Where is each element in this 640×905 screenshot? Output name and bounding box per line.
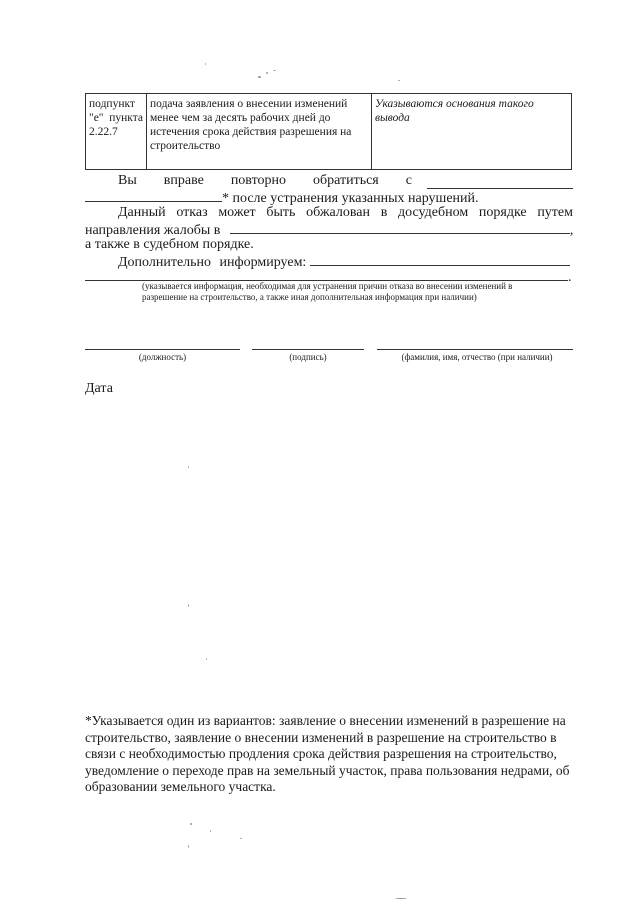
blank-line <box>310 253 570 266</box>
clause-line-1: подпункт <box>89 98 135 110</box>
resubmit-tail: * после устранения указанных нарушений. <box>222 191 479 206</box>
blank-line <box>85 189 222 202</box>
court-text: а также в судебном порядке. <box>85 237 254 252</box>
table-row <box>86 94 572 170</box>
hint-line-1: (указывается информация, необходимая для устранения причин отказа во внесении изменений в <box>142 281 513 291</box>
signature-label: (подпись) <box>289 352 327 362</box>
table-cell-clause <box>86 94 147 170</box>
complaint-text: направления жалобы в <box>85 223 221 238</box>
word-5: с <box>405 173 412 188</box>
word-4: обратиться <box>313 173 379 188</box>
scan-speck <box>266 72 268 74</box>
body-line-3 <box>118 205 573 221</box>
clause-line-2 <box>89 111 143 125</box>
name-line <box>377 349 573 350</box>
signature-line <box>252 349 364 350</box>
appeal-text: Данный отказ может быть обжалован в досудебном порядке путем <box>118 205 573 220</box>
blank-line <box>230 221 570 234</box>
blank-line <box>85 268 568 281</box>
blank-line <box>427 176 573 189</box>
table-cell-reason: подача заявления о внесении изменений менее чем за десять рабочих дней до истечения срока действия разрешения на строительство <box>147 94 372 170</box>
word-3: повторно <box>230 173 286 188</box>
scan-speck <box>188 845 189 848</box>
date-label: Дата <box>85 381 113 396</box>
scan-speck <box>258 76 261 78</box>
scan-speck <box>210 830 211 832</box>
word-2: вправе <box>163 173 204 188</box>
table-cell-explanation: Указываются основания такого вывода <box>372 94 572 170</box>
clause-word: пункта <box>109 112 143 124</box>
period: . <box>568 270 572 285</box>
footnote: *Указывается один из вариантов: заявление о внесении изменений в разрешение на строительство, заявление о внесении изменений в разрешение на строительство в связи с необходимостью продления срока действия разрешения на строительство, уведомление о переходе прав на земельный участок, права пользования недрами, об образовании земельного участка. <box>85 713 570 794</box>
comma: , <box>569 223 574 238</box>
position-line <box>85 349 240 350</box>
scan-speck <box>190 823 192 825</box>
scan-speck <box>188 604 189 607</box>
scan-speck <box>240 838 242 839</box>
scan-speck <box>206 658 207 660</box>
body-line-1 <box>118 173 573 189</box>
scan-speck <box>398 80 400 81</box>
body-line-5 <box>85 237 254 253</box>
scan-speck <box>395 898 407 899</box>
grounds-table <box>85 93 572 170</box>
clause-letter: "е" <box>89 112 104 124</box>
word-1: Вы <box>118 173 137 188</box>
scan-speck <box>188 466 189 468</box>
hint-line-2: разрешение на строительство, а также иная дополнительная информация при наличии) <box>142 292 477 302</box>
clause-number: 2.22.7 <box>89 126 118 138</box>
position-label: (должность) <box>138 352 187 362</box>
scan-speck <box>205 63 206 65</box>
info-label: Дополнительно информируем: <box>118 255 307 270</box>
name-label: (фамилия, имя, отчество (при наличии) <box>401 352 553 362</box>
scan-speck <box>273 70 276 71</box>
